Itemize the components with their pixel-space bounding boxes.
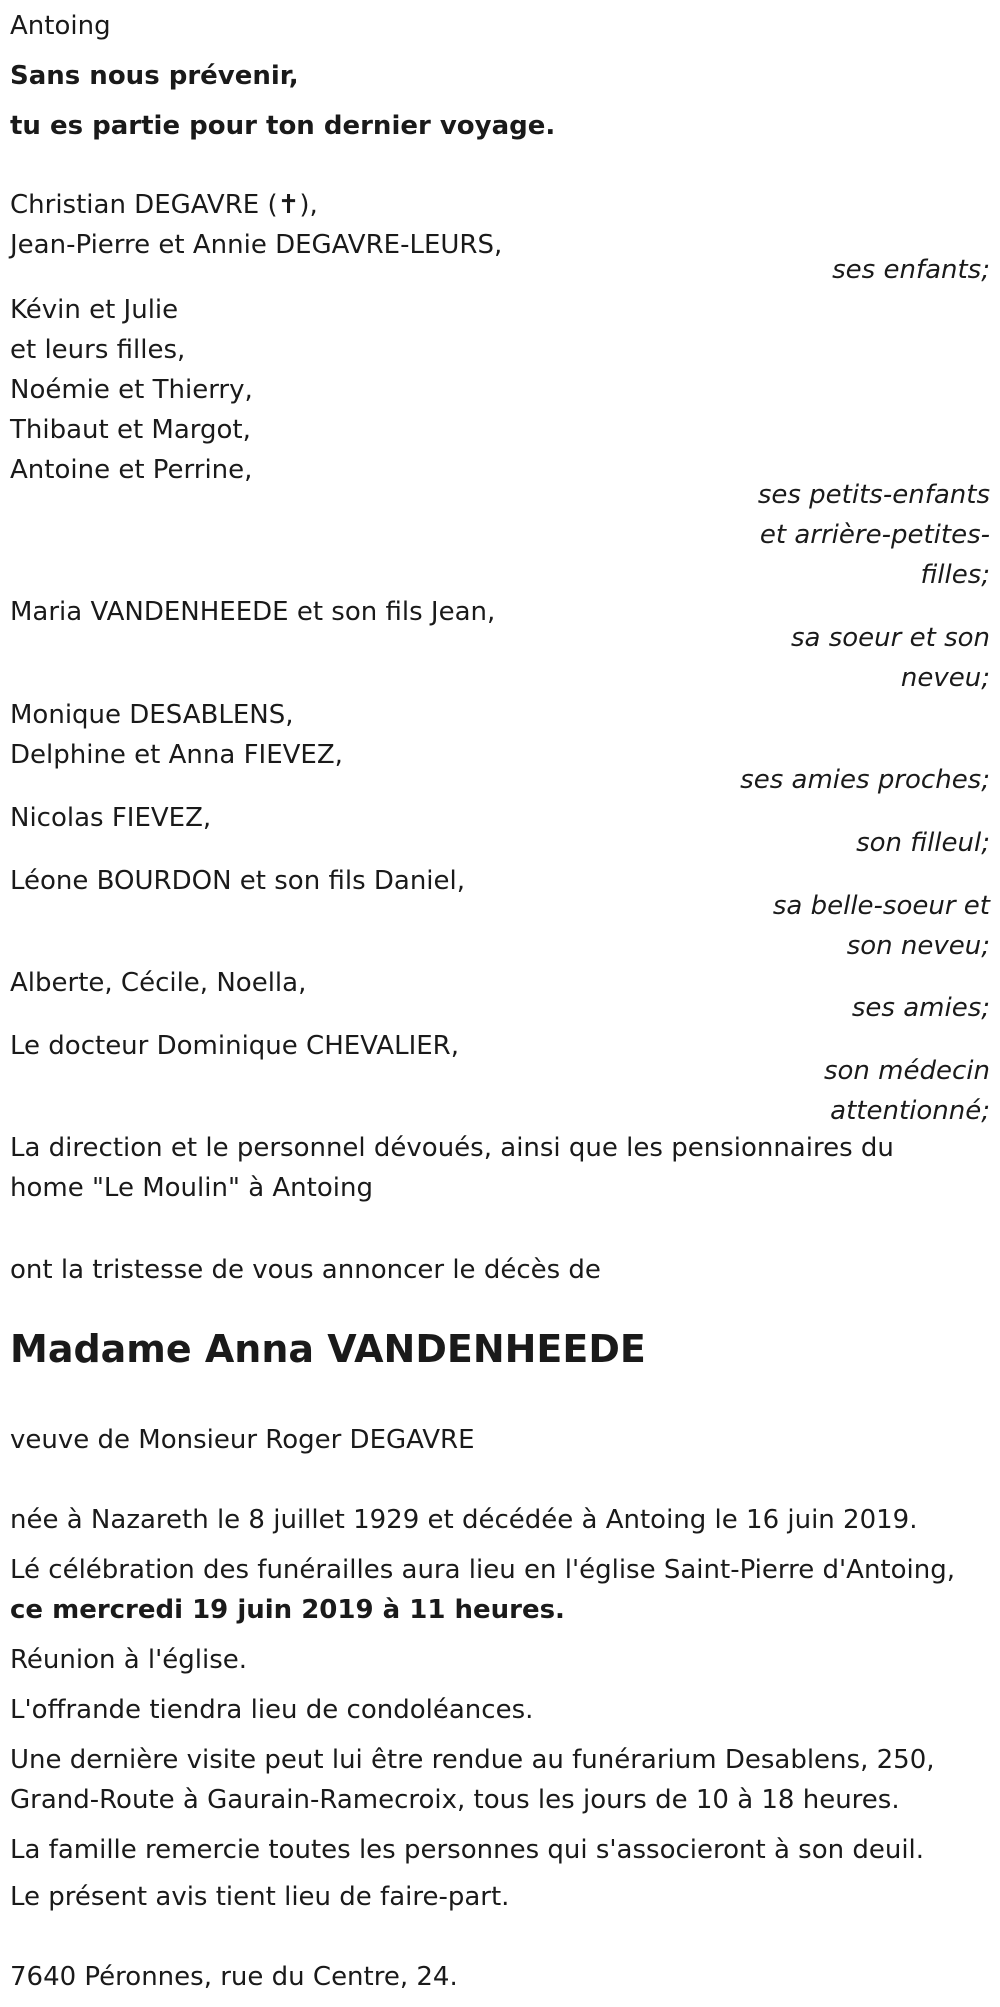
- visit-line-2: Grand-Route à Gaurain-Ramecroix, tous les jours de 10 à 18 heures.: [10, 1785, 900, 1815]
- grandchildren-line-1: Kévin et Julie: [10, 295, 179, 325]
- widow-line: veuve de Monsieur Roger DEGAVRE: [10, 1425, 475, 1455]
- ceremony-line-1: Lé célébration des funérailles aura lieu en l'église Saint-Pierre d'Antoing,: [10, 1555, 956, 1585]
- announcement-line: ont la tristesse de vous annoncer le décès de: [10, 1255, 601, 1285]
- verse-line-1: Sans nous prévenir,: [10, 61, 299, 91]
- deceased-name: Madame Anna VANDENHEEDE: [10, 1327, 646, 1371]
- grandchildren-role-2: et arrière-petites-: [759, 520, 990, 550]
- godson-line: Nicolas FIEVEZ,: [10, 803, 212, 833]
- address-line: 7640 Péronnes, rue du Centre, 24.: [10, 1962, 458, 1992]
- friends-line-1: Monique DESABLENS,: [10, 700, 294, 730]
- town-name: Antoing: [10, 11, 111, 41]
- grandchildren-line-5: Antoine et Perrine,: [10, 455, 253, 485]
- doctor-role-1: son médecin: [823, 1056, 990, 1086]
- children-line-2: Jean-Pierre et Annie DEGAVRE-LEURS,: [10, 230, 503, 260]
- amies-line: Alberte, Cécile, Noella,: [10, 968, 307, 998]
- sister-in-law-role-2: son neveu;: [846, 931, 990, 961]
- godson-role: son filleul;: [856, 828, 990, 858]
- home-line-2: home "Le Moulin" à Antoing: [10, 1173, 373, 1203]
- grandchildren-line-2: et leurs filles,: [10, 335, 186, 365]
- children-line-1: Christian DEGAVRE (✝),: [10, 190, 318, 220]
- grandchildren-role-1: ses petits-enfants: [757, 480, 990, 510]
- sister-in-law-role-1: sa belle-soeur et: [772, 891, 990, 921]
- ceremony-line-2: ce mercredi 19 juin 2019 à 11 heures.: [10, 1595, 565, 1625]
- sister-role-2: neveu;: [900, 663, 990, 693]
- offrande-line: L'offrande tiendra lieu de condoléances.: [10, 1695, 534, 1725]
- sister-role-1: sa soeur et son: [790, 623, 990, 653]
- amies-role: ses amies;: [851, 993, 990, 1023]
- reunion-line: Réunion à l'église.: [10, 1645, 248, 1675]
- birth-death-line: née à Nazareth le 8 juillet 1929 et décédée à Antoing le 16 juin 2019.: [10, 1505, 918, 1535]
- doctor-role-2: attentionné;: [830, 1096, 990, 1126]
- notice-line: Le présent avis tient lieu de faire-part.: [10, 1882, 510, 1912]
- sister-in-law-line: Léone BOURDON et son fils Daniel,: [10, 866, 466, 896]
- visit-line-1: Une dernière visite peut lui être rendue au funérarium Desablens, 250,: [10, 1745, 935, 1775]
- verse-line-2: tu es partie pour ton dernier voyage.: [10, 111, 556, 141]
- friends-line-2: Delphine et Anna FIEVEZ,: [10, 740, 343, 770]
- grandchildren-role-3: filles;: [920, 560, 990, 590]
- children-role: ses enfants;: [832, 255, 990, 285]
- grandchildren-line-4: Thibaut et Margot,: [10, 415, 251, 445]
- friends-role: ses amies proches;: [740, 765, 990, 795]
- thanks-line: La famille remercie toutes les personnes qui s'associeront à son deuil.: [10, 1835, 925, 1865]
- home-line-1: La direction et le personnel dévoués, ainsi que les pensionnaires du: [10, 1133, 894, 1163]
- sister-line: Maria VANDENHEEDE et son fils Jean,: [10, 597, 496, 627]
- doctor-line: Le docteur Dominique CHEVALIER,: [10, 1031, 459, 1061]
- grandchildren-line-3: Noémie et Thierry,: [10, 375, 253, 405]
